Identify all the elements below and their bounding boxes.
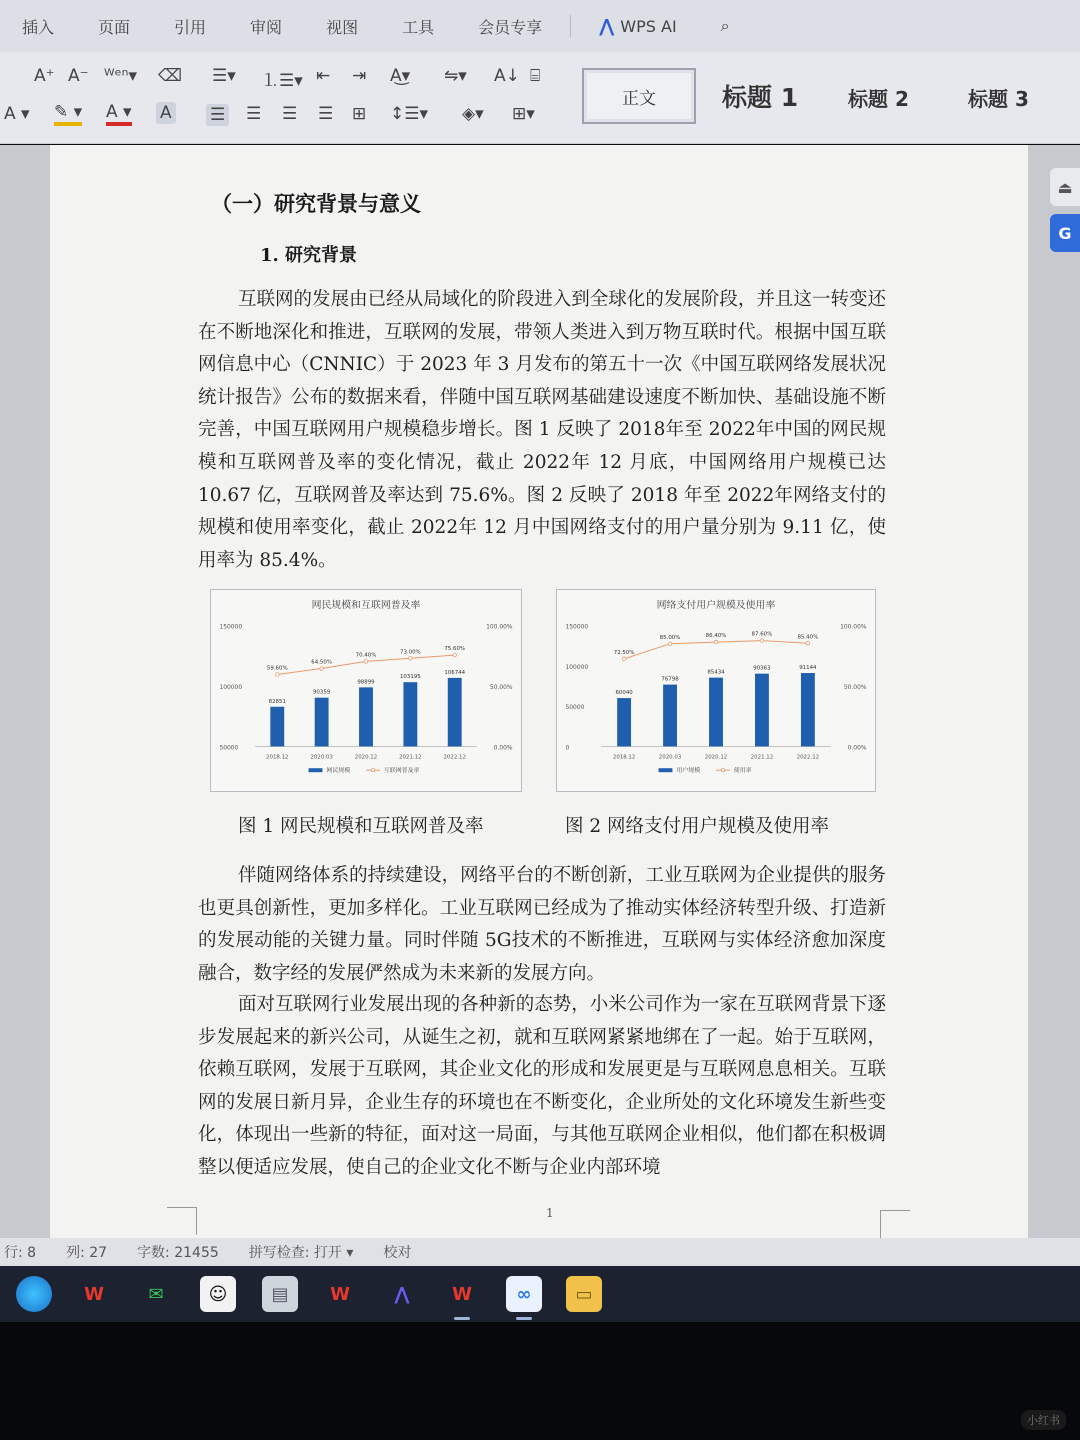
- x-tick-label: 2022.12: [443, 754, 466, 761]
- bar: [617, 698, 631, 746]
- menu-tools[interactable]: 工具: [402, 17, 435, 37]
- x-tick-label: 2020.03: [658, 754, 682, 761]
- y-left-tick-label: 0: [565, 744, 570, 752]
- line-point: [453, 653, 457, 657]
- bar: [801, 673, 815, 746]
- wps-ai-label: WPS AI: [620, 16, 677, 36]
- baidu-netdisk-icon[interactable]: ∞: [506, 1276, 542, 1312]
- page-number: 1: [546, 1206, 554, 1220]
- bar-data-label: 91144: [799, 665, 817, 672]
- legend-bar-label: 网民规模: [326, 767, 351, 775]
- justify-icon[interactable]: ☰: [318, 104, 334, 124]
- status-bar: [0, 1238, 1080, 1266]
- chart-title: 网络支付用户规模及使用率: [656, 599, 776, 611]
- page-corner-mark-right: [880, 1210, 910, 1238]
- menu-member[interactable]: 会员专享: [478, 17, 543, 37]
- bar-data-label: 98899: [357, 679, 375, 686]
- section-heading: （一）研究背景与意义: [211, 191, 421, 216]
- wps-office-icon[interactable]: W: [444, 1276, 480, 1312]
- style-normal-button[interactable]: 正文: [582, 68, 696, 124]
- menu-view[interactable]: 视图: [326, 17, 359, 37]
- y-left-tick-label: 100000: [219, 684, 243, 692]
- bar: [315, 698, 329, 747]
- align-center-icon[interactable]: ☰: [246, 104, 262, 124]
- qq-icon[interactable]: ☺: [200, 1276, 236, 1312]
- y-left-tick-label: 50000: [565, 704, 585, 712]
- x-tick-label: 2020.03: [310, 754, 333, 761]
- collapse-icon[interactable]: ⏏: [1050, 168, 1080, 206]
- wps-icon[interactable]: W: [84, 1283, 104, 1305]
- clear-format-icon[interactable]: ⌫: [158, 66, 183, 86]
- align-left-icon[interactable]: ☰: [206, 104, 229, 126]
- y-right-tick-label: 0.00%: [493, 744, 513, 752]
- body-paragraph-2[interactable]: 伴随网络体系的持续建设，网络平台的不断创新，工业互联网为企业提供的服务也更具创新性，更加多样化。工业互联网已经成为了推动实体经济转型升级、打造新的发展动能的关键力量。同时伴随 5G技术的不断推进，互联网与实体经济愈加深度融合，数字经的发展俨然成为未来新的发展方向。: [198, 865, 886, 984]
- y-right-tick-label: 100.00%: [840, 623, 867, 631]
- x-tick-label: 2021.12: [750, 754, 774, 761]
- x-tick-label: 2020.12: [704, 754, 728, 761]
- dark-background: [0, 1322, 1080, 1440]
- style-heading3-button[interactable]: 标题 3: [968, 87, 1029, 111]
- font-color-icon[interactable]: A ▾: [106, 102, 132, 126]
- chinese-layout-icon[interactable]: ⇋▾: [444, 66, 467, 86]
- x-tick-label: 2022.12: [796, 754, 820, 761]
- y-left-tick-label: 100000: [565, 663, 589, 671]
- line-spacing-icon[interactable]: ↕☰▾: [390, 104, 429, 124]
- distributed-icon[interactable]: ⊞: [352, 104, 367, 124]
- wps-ai-icon: ⋀: [599, 15, 615, 37]
- chart-online-payment-svg: [557, 590, 875, 791]
- numbered-list-icon[interactable]: ⒈☰▾: [262, 71, 303, 91]
- text-direction-icon[interactable]: A͜▾: [390, 66, 411, 86]
- line-data-label: 85.00%: [659, 634, 681, 641]
- wps-icon[interactable]: W: [330, 1283, 350, 1305]
- menu-insert[interactable]: 插入: [22, 17, 55, 37]
- legend-bar-label: 用户规模: [676, 767, 701, 775]
- bar: [359, 687, 373, 746]
- figure-caption-1: 图 1 网民规模和互联网普及率: [238, 816, 484, 837]
- text-effect-icon[interactable]: A ▾: [4, 104, 30, 124]
- legend-line-marker: [721, 769, 724, 772]
- chart-internet-users[interactable]: [210, 589, 522, 792]
- bar: [663, 685, 677, 747]
- chart-title: 网民规模和互联网普及率: [311, 599, 421, 611]
- line-data-label: 86.40%: [705, 633, 727, 640]
- right-side-toolbar: [1050, 168, 1080, 260]
- x-tick-label: 2018.12: [612, 754, 636, 761]
- edge-icon[interactable]: [16, 1276, 52, 1312]
- y-right-tick-label: 100.00%: [486, 623, 513, 631]
- ribbon-menu-bar: [0, 0, 1080, 52]
- bar-data-label: 90359: [312, 689, 331, 696]
- legend-line-marker: [371, 769, 374, 772]
- line-data-label: 64.50%: [311, 659, 333, 666]
- search-icon[interactable]: ⌕: [720, 16, 730, 35]
- line-point: [668, 642, 672, 646]
- highlight-icon[interactable]: ✎ ▾: [54, 102, 82, 126]
- bar-data-label: 76798: [661, 676, 679, 683]
- os-taskbar: [0, 1266, 1080, 1322]
- line-point: [409, 656, 413, 660]
- line-data-label: 72.50%: [613, 649, 635, 656]
- decrease-indent-icon[interactable]: ⇤: [316, 66, 331, 86]
- y-right-tick-label: 50.00%: [489, 684, 513, 692]
- line-point: [714, 640, 718, 644]
- bar: [270, 707, 284, 747]
- bar-data-label: 85434: [707, 669, 725, 676]
- status-column: 列: 27: [66, 1245, 108, 1261]
- increase-indent-icon[interactable]: ⇥: [352, 66, 367, 86]
- line-point: [806, 641, 810, 645]
- menu-page[interactable]: 页面: [98, 17, 131, 37]
- menu-divider: [570, 15, 571, 37]
- subsection-heading: 1. 研究背景: [260, 245, 358, 266]
- bar-data-label: 103195: [399, 674, 421, 681]
- y-left-tick-label: 150000: [219, 623, 243, 631]
- body-paragraph-3[interactable]: 面对互联网行业发展出现的各种新的态势，小米公司作为一家在互联网背景下逐步发展起来的新兴公司，从诞生之初，就和互联网紧紧地绑在了一起。始于互联网，依赖互联网，发展于互联网，其企业文化的形成和发展更是与互联网息息相关。互联网的发展日新月异，企业生存的环境也在不断变化，企业所处的文化环境发生新些变化，体现出一些新的特征，面对这一局面，与其他互联网企业相似，他们都在积极调整以便适应发展，使自己的企业文化不断与企业内部环境: [198, 994, 886, 1178]
- spell-check-label: 拼写检查: 打开: [248, 1245, 342, 1261]
- ribbon-toolbar: [0, 52, 1080, 144]
- line-data-label: 70.40%: [355, 652, 377, 659]
- bar: [709, 678, 723, 747]
- y-right-tick-label: 50.00%: [843, 684, 867, 692]
- bar: [755, 674, 769, 747]
- style-heading1-button[interactable]: 标题 1: [722, 83, 799, 112]
- notes-icon[interactable]: ▤: [262, 1276, 298, 1312]
- line-data-label: 59.60%: [266, 665, 288, 672]
- font-grow-icon[interactable]: A⁺: [34, 66, 55, 86]
- wechat-icon[interactable]: ✉: [148, 1283, 164, 1305]
- bullet-list-icon[interactable]: ☰▾: [212, 66, 236, 86]
- wps-ai-icon[interactable]: ⋀: [394, 1283, 410, 1305]
- show-marks-icon[interactable]: ⌸: [530, 66, 541, 86]
- borders-icon[interactable]: ⊞▾: [512, 104, 535, 124]
- watermark: 小红书: [1021, 1410, 1066, 1430]
- status-word-count[interactable]: 字数: 21455: [137, 1245, 219, 1261]
- align-right-icon[interactable]: ☰: [282, 104, 298, 124]
- line-data-label: 85.40%: [797, 634, 819, 641]
- legend-line-label: 使用率: [733, 767, 752, 775]
- y-left-tick-label: 50000: [219, 744, 239, 752]
- figure-caption-2: 图 2 网络支付用户规模及使用率: [565, 816, 830, 837]
- line-data-label: 87.60%: [751, 631, 773, 638]
- assistant-icon[interactable]: G: [1050, 214, 1080, 252]
- menu-references[interactable]: 引用: [174, 17, 207, 37]
- bar: [448, 678, 462, 747]
- chart-internet-users-svg: [211, 590, 521, 791]
- menu-review[interactable]: 审阅: [250, 17, 283, 37]
- x-tick-label: 2020.12: [354, 754, 378, 761]
- phonetic-guide-icon[interactable]: ᵂᵉⁿ▾: [104, 66, 137, 86]
- bar-data-label: 90363: [753, 665, 771, 672]
- line-point: [276, 673, 280, 677]
- menu-wps-ai[interactable]: [577, 16, 699, 37]
- line-point: [364, 660, 368, 664]
- line-point: [622, 657, 626, 661]
- bar-data-label: 106744: [444, 669, 466, 676]
- bar-data-label: 60040: [615, 690, 633, 697]
- line-data-label: 75.60%: [444, 646, 466, 653]
- char-shading-icon[interactable]: A: [156, 102, 176, 124]
- legend-bar-swatch: [659, 768, 673, 772]
- line-point: [760, 639, 764, 643]
- bar: [403, 682, 417, 746]
- line-point: [320, 667, 324, 671]
- status-spell-check[interactable]: 拼写检查: 打开 ▾: [248, 1245, 354, 1261]
- shading-icon[interactable]: ◈▾: [462, 104, 484, 124]
- status-line: 行: 8: [4, 1245, 37, 1261]
- body-paragraph-1[interactable]: 互联网的发展由已经从局域化的阶段进入到全球化的发展阶段，并且这一转变还在不断地深化和推进，互联网的发展，带领人类进入到万物互联时代。根据中国互联网信息中心（CNNIC）于 2023 年 3 月发布的第五十一次《中国互联网络发展状况统计报告》公布的数据来看，伴随中国互联网基础建设速度不断加快、基础设施不断完善，中国互联网用户规模稳步增长。图 1 反映了 2018年至 2022年中国的网民规模和互联网普及率的变化情况，截止 2022年 12 月底，中国网络用户规模已达 10.67 亿，互联网普及率达到 75.6%。图 2 反映了 2018 年至 2022年网络支付的规模和使用率变化，截止 2022年 12 月中国网络支付的用户量分别为 9.11 亿，使用率为 85.4%。: [198, 289, 886, 571]
- status-proofread[interactable]: 校对: [383, 1245, 412, 1261]
- y-left-tick-label: 150000: [565, 623, 589, 631]
- style-heading2-button[interactable]: 标题 2: [848, 87, 909, 111]
- legend-line-label: 互联网普及率: [383, 767, 420, 775]
- legend-bar-swatch: [309, 768, 323, 772]
- sort-icon[interactable]: A↓: [494, 66, 520, 86]
- line-data-label: 73.00%: [399, 649, 421, 656]
- x-tick-label: 2018.12: [266, 754, 289, 761]
- file-explorer-icon[interactable]: ▭: [566, 1276, 602, 1312]
- page-corner-mark-left: [167, 1207, 197, 1235]
- chart-online-payment[interactable]: [556, 589, 876, 792]
- font-shrink-icon[interactable]: A⁻: [68, 66, 89, 86]
- x-tick-label: 2021.12: [399, 754, 422, 761]
- bar-data-label: 82851: [268, 698, 286, 705]
- y-right-tick-label: 0.00%: [847, 744, 867, 752]
